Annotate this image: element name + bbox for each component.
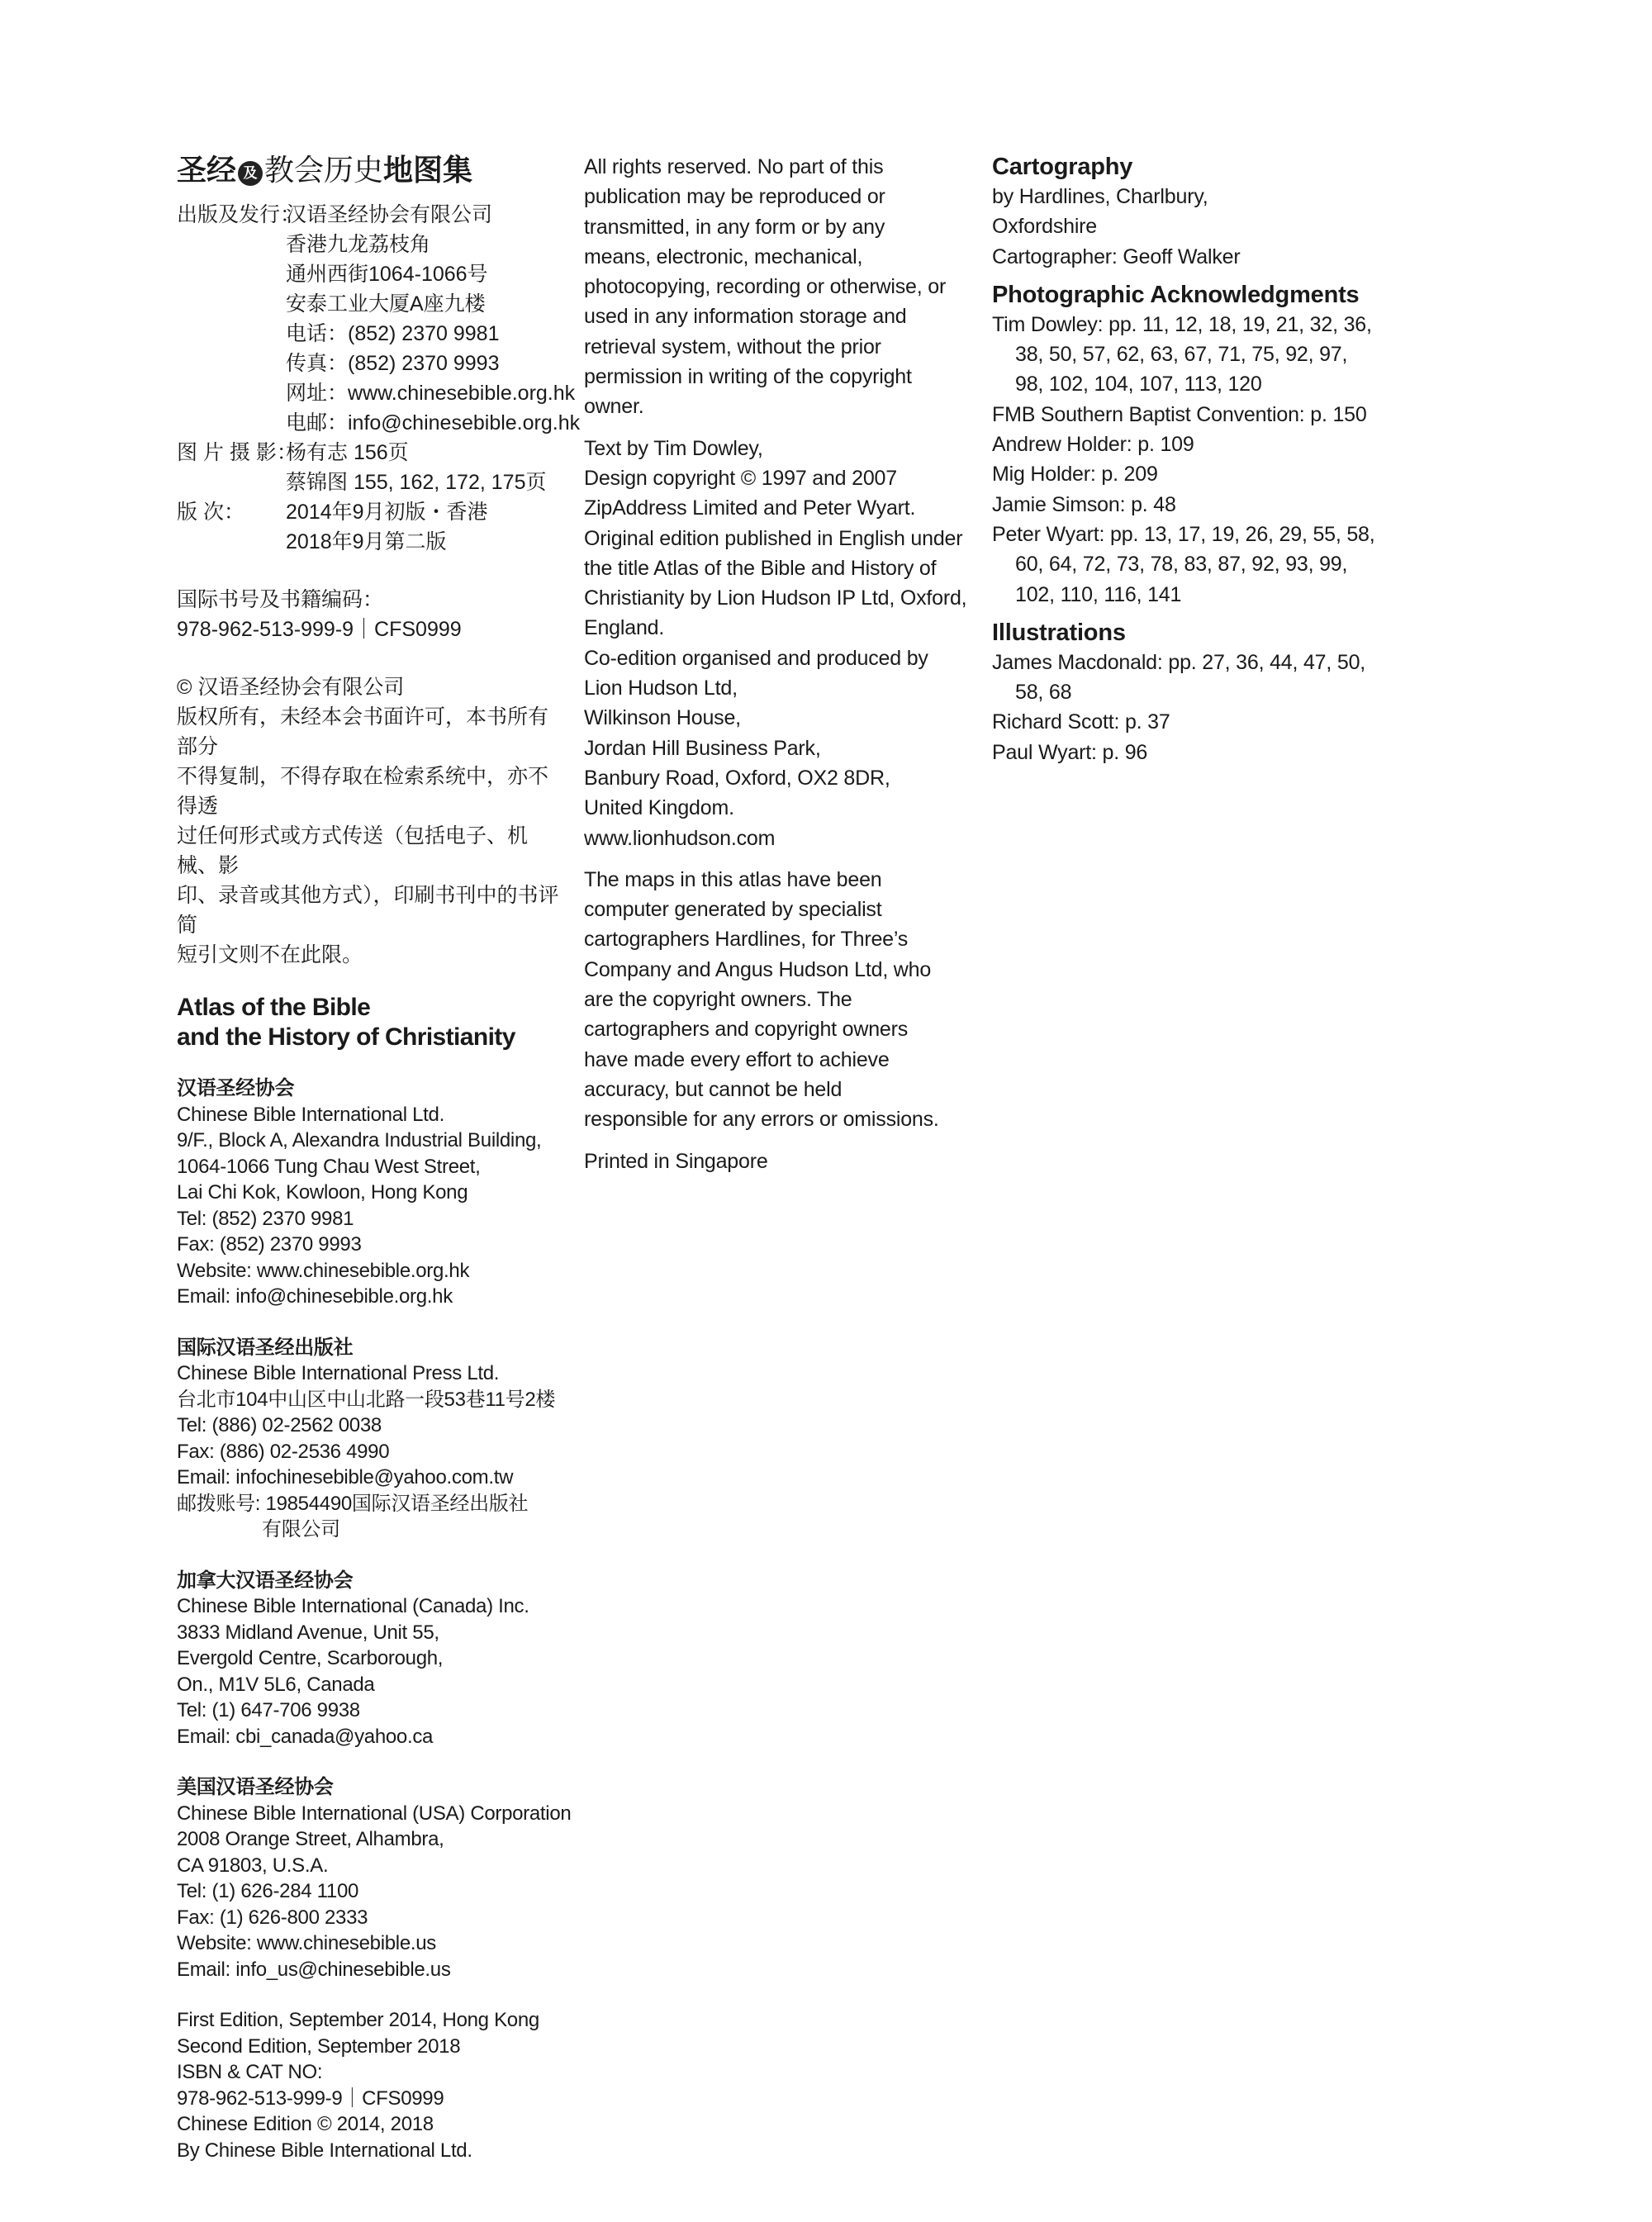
publisher-line: On., M1V 5L6, Canada (177, 1673, 375, 1696)
publisher-line: 9/F., Block A, Alexandra Industrial Building, (177, 1129, 542, 1151)
publisher-line: Fax: (886) 02-2536 4990 (177, 1440, 390, 1463)
cn-publisher-row (177, 200, 581, 438)
publisher-ca (177, 1568, 565, 1750)
isbn-label: 国际书号及书籍编码： (177, 588, 384, 611)
publisher-line: Tel: (1) 626-284 1100 (177, 1880, 359, 1902)
text-line: Cartographer: Geoff Walker (992, 245, 1241, 268)
credit-entry: Tim Dowley: pp. 11, 12, 18, 19, 21, 32, 36, 38, 50, 57, 62, 63, 67, 71, 75, 92, 97, 98, 102, 104, 107, 113, 120 (992, 312, 1372, 396)
edition-line: 978-962-513-999-9｜CFS0999 (177, 2087, 444, 2110)
text-line: accuracy, but cannot be held (584, 1077, 843, 1101)
publisher-line: Chinese Bible International Press Ltd. (177, 1362, 500, 1384)
photo-line: 杨有志 156页 (286, 441, 409, 464)
text-line: ZipAddress Limited and Peter Wyart. (584, 496, 916, 520)
cn-copyright (177, 672, 565, 970)
publisher-line: Tel: (852) 2370 9981 (177, 1207, 354, 1230)
text-line: Lion Hudson Ltd, (584, 677, 738, 700)
text-line: cartographers Hardlines, for Three’s (584, 928, 909, 952)
edition-line: First Edition, September 2014, Hong Kong (177, 2009, 539, 2031)
text-line: cartographers and copyright owners (584, 1018, 909, 1042)
publisher-website: 网址：www.chinesebible.org.hk (286, 382, 576, 405)
text-line: Text by Tim Dowley, (584, 436, 763, 460)
cn-edition-row (177, 497, 565, 557)
text-line: owner. (584, 395, 644, 419)
text-line: transmitted, in any form or by any (584, 215, 885, 239)
text-line: Jordan Hill Business Park, (584, 736, 821, 760)
column-left (177, 152, 581, 2163)
text-line: the title Atlas of the Bible and History of (584, 556, 937, 580)
edition-line: ISBN & CAT NO: (177, 2061, 323, 2083)
text-line: Christianity by Lion Hudson IP Ltd, Oxford, (584, 586, 967, 610)
atlas-title (177, 993, 565, 1052)
publisher-line: 有限公司 (262, 1518, 340, 1541)
publisher-line: Tel: (886) 02-2562 0038 (177, 1414, 382, 1436)
publisher-line: CA 91803, U.S.A. (177, 1854, 329, 1877)
isbn-value: 978-962-513-999-9｜CFS0999 (177, 618, 462, 641)
text-line: retrieval system, without the prior (584, 335, 881, 358)
publisher-line: Chinese Bible International (USA) Corporation (177, 1802, 572, 1825)
text-credit (584, 434, 976, 853)
photo-ack-heading: Photographic Acknowledgments (992, 281, 1360, 308)
text-line: permission in writing of the copyright (584, 365, 912, 389)
chinese-title (177, 152, 565, 188)
edition-info (177, 2007, 565, 2163)
publisher-line: 2008 Orange Street, Alhambra, (177, 1828, 444, 1850)
publisher-hk (177, 1075, 565, 1310)
publisher-heading: 加拿大汉语圣经协会 (177, 1569, 354, 1592)
edition-label: 版 次： (177, 501, 244, 524)
rights-paragraph (584, 152, 976, 422)
publisher-fax: 传真：(852) 2370 9993 (286, 352, 500, 375)
text-line: Original edition published in English under (584, 526, 963, 550)
text-line: photocopying, recording or otherwise, or (584, 275, 947, 299)
column-middle (584, 152, 976, 1176)
text-line: have made every effort to achieve (584, 1047, 890, 1071)
text-line: England. (584, 616, 665, 640)
credit-entry: Jamie Simson: p. 48 (992, 492, 1176, 516)
publisher-line: Fax: (1) 626-800 2333 (177, 1906, 368, 1929)
title-part-2: 教会历史 (264, 153, 384, 187)
copyright-line: © 汉语圣经协会有限公司 (177, 676, 405, 699)
text-line: All rights reserved. No part of this (584, 155, 884, 178)
text-line: Co-edition organised and produced by (584, 646, 928, 670)
publisher-us (177, 1774, 572, 1982)
publisher-line: 邮拨账号: 19854490国际汉语圣经出版社 (177, 1492, 529, 1515)
text-line: Wilkinson House, (584, 706, 741, 730)
column-right (992, 152, 1380, 767)
publisher-line: 汉语圣经协会有限公司 (286, 203, 493, 226)
title-part-3: 地图集 (383, 153, 473, 187)
publisher-line: Website: www.chinesebible.org.hk (177, 1259, 470, 1282)
edition-line: 2018年9月第二版 (286, 530, 447, 553)
publisher-line: Email: info@chinesebible.org.hk (177, 1285, 453, 1308)
publisher-line: Tel: (1) 647-706 9938 (177, 1699, 360, 1721)
publisher-email: 电邮：info@chinesebible.org.hk (286, 411, 581, 434)
credit-entry: Paul Wyart: p. 96 (992, 740, 1148, 764)
copyright-line: 不得复制，不得存取在检索系统中，亦不得透 (177, 765, 549, 818)
text-line: Company and Angus Hudson Ltd, who (584, 957, 932, 981)
publisher-line: 1064-1066 Tung Chau West Street, (177, 1155, 481, 1178)
cartography-heading: Cartography (992, 154, 1133, 180)
credit-entry: Richard Scott: p. 37 (992, 710, 1170, 734)
text-line: United Kingdom. (584, 796, 734, 820)
printed-in: Printed in Singapore (584, 1149, 768, 1173)
photo-line: 蔡锦图 155, 162, 172, 175页 (286, 471, 547, 494)
publisher-line: Lai Chi Kok, Kowloon, Hong Kong (177, 1181, 468, 1204)
publisher-label: 出版及发行： (177, 203, 301, 226)
publisher-heading: 美国汉语圣经协会 (177, 1776, 334, 1798)
publisher-line: 香港九龙荔枝角 (286, 233, 431, 256)
credit-entry: Peter Wyart: pp. 13, 17, 19, 26, 29, 55, 58, 60, 64, 72, 73, 78, 83, 87, 92, 93, 99, 102, 110, 116, 141 (992, 522, 1375, 606)
text-line: publication may be reproduced or (584, 185, 885, 209)
text-line: Oxfordshire (992, 215, 1098, 239)
credit-entry: Mig Holder: p. 209 (992, 463, 1158, 487)
copyright-line: 印、录音或其他方式），印刷书刊中的书评简 (177, 884, 559, 937)
cn-publisher-info (177, 200, 581, 557)
edition-line: 2014年9月初版・香港 (286, 501, 488, 524)
atlas-title-line: and the History of Christianity (177, 1023, 515, 1051)
publisher-line: 3833 Midland Avenue, Unit 55, (177, 1621, 439, 1644)
text-line: by Hardlines, Charlbury, (992, 185, 1208, 208)
publisher-heading: 国际汉语圣经出版社 (177, 1336, 354, 1359)
credit-entry: FMB Southern Baptist Convention: p. 150 (992, 402, 1367, 426)
text-line: computer generated by specialist (584, 898, 882, 922)
credit-entry: Andrew Holder: p. 109 (992, 433, 1194, 457)
credit-entry: James Macdonald: pp. 27, 36, 44, 47, 50, 58, 68 (992, 650, 1366, 705)
publisher-line: Evergold Centre, Scarborough, (177, 1647, 444, 1669)
publisher-line: Fax: (852) 2370 9993 (177, 1233, 362, 1256)
cn-photo-row (177, 438, 565, 497)
publisher-line: Email: infochinesebible@yahoo.com.tw (177, 1466, 514, 1488)
text-line: Design copyright © 1997 and 2007 (584, 466, 897, 490)
title-ampersand-badge: 及 (238, 161, 263, 186)
edition-line: Second Edition, September 2018 (177, 2034, 461, 2058)
publisher-line: Email: cbi_canada@yahoo.ca (177, 1725, 434, 1748)
text-line: means, electronic, mechanical, (584, 245, 863, 268)
text-line: used in any information storage and (584, 305, 907, 329)
atlas-title-line: Atlas of the Bible (177, 994, 371, 1021)
text-line: responsible for any errors or omissions. (584, 1108, 939, 1132)
publisher-line: 通州西街1064-1066号 (286, 263, 488, 286)
lionhudson-website: www.lionhudson.com (584, 826, 776, 850)
publisher-tw (177, 1335, 565, 1543)
copyright-line: 短引文则不在此限。 (177, 943, 363, 966)
text-line: Banbury Road, Oxford, OX2 8DR, (584, 766, 890, 790)
title-part-1: 圣经 (177, 153, 237, 187)
publisher-line: Website: www.chinesebible.us (177, 1932, 436, 1954)
publisher-line: Chinese Bible International Ltd. (177, 1103, 444, 1126)
photo-label: 图 片 摄 影： (177, 441, 297, 464)
text-line: The maps in this atlas have been (584, 867, 882, 891)
publisher-line: Email: info_us@chinesebible.us (177, 1958, 451, 1981)
publisher-phone: 电话：(852) 2370 9981 (286, 322, 500, 345)
text-line: are the copyright owners. The (584, 988, 852, 1012)
publisher-line: Chinese Bible International (Canada) Inc. (177, 1595, 529, 1617)
edition-line: Chinese Edition © 2014, 2018 (177, 2113, 434, 2135)
publisher-line: 安泰工业大厦A座九楼 (286, 292, 486, 316)
edition-line: By Chinese Bible International Ltd. (177, 2139, 472, 2162)
illustrations-heading: Illustrations (992, 619, 1126, 646)
publisher-heading: 汉语圣经协会 (177, 1077, 295, 1099)
copyright-line: 版权所有，未经本会书面许可，本书所有部分 (177, 705, 549, 758)
maps-paragraph (584, 865, 976, 1135)
publisher-line: 台北市104中山区中山北路一段53巷11号2楼 (177, 1388, 556, 1411)
cn-isbn (177, 585, 565, 644)
copyright-line: 过任何形式或方式传送（包括电子、机械、影 (177, 824, 529, 877)
